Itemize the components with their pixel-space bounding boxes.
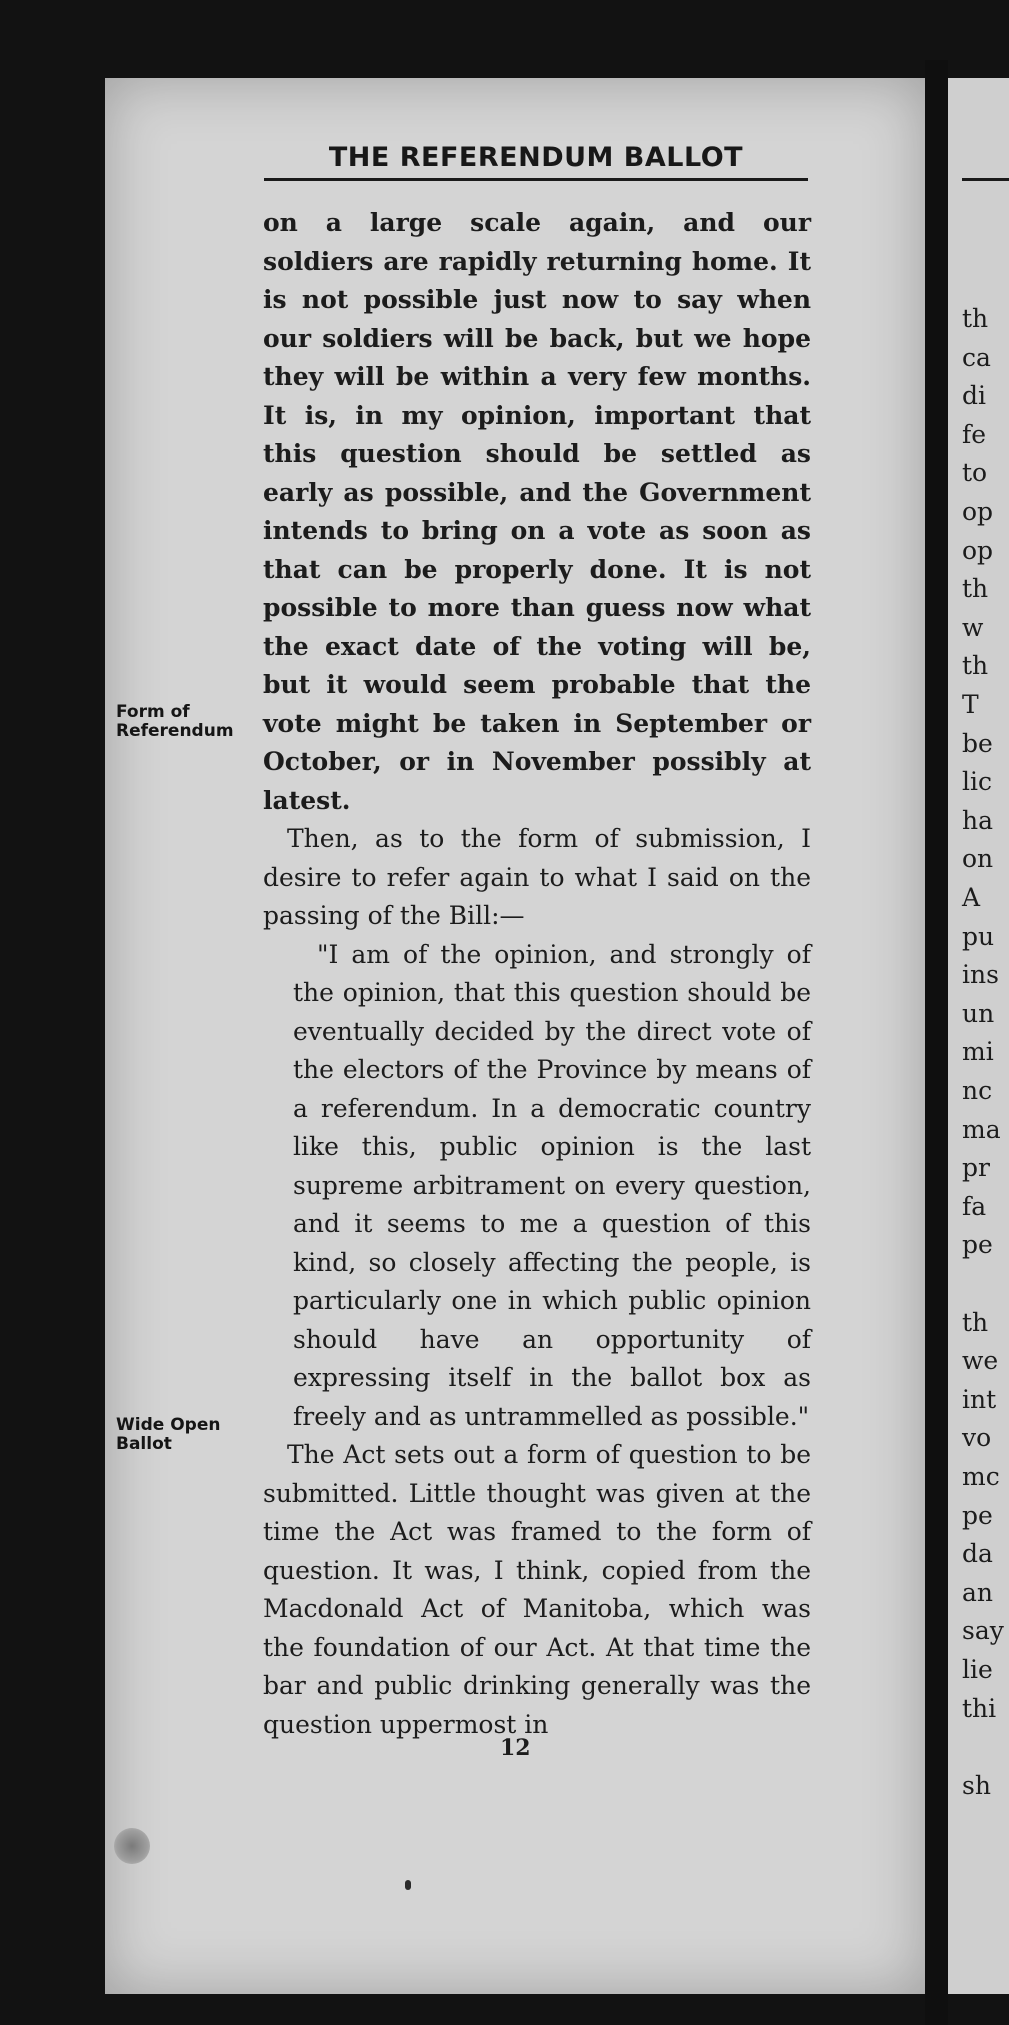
paragraph-4: The Act sets out a form of question to be submitted. Little thought was given at the time the Act was framed to the form of question. It was, I think, copied from the Macdonald Act of Manitoba, which was the foundation of our Act. At that time the bar and public drinking generally was the question uppermost in [263,1440,811,1739]
facing-page-fragment: un [962,998,995,1028]
ink-dot [405,1880,411,1890]
facing-page-fragment: th [962,651,989,681]
running-header: THE REFERENDUM BALLOT [328,142,744,173]
facing-page-fragment: to [962,458,988,488]
side-note-line: Form of [116,702,190,722]
facing-page-fragment: th [962,304,989,333]
facing-page-fragment: ca [962,342,991,372]
facing-page-fragment: on [962,844,994,874]
facing-page-fragment: mi [962,1037,994,1067]
book-gutter [925,60,948,2025]
side-note-line: Wide Open [116,1415,221,1435]
facing-page-fragment: op [962,497,994,526]
facing-page-fragment: int [962,1384,997,1414]
facing-page-fragment: pr [962,1153,990,1183]
side-note-line: Referendum [116,721,234,741]
facing-page-fragment: op [962,535,994,565]
side-note-form-of-referendum [116,703,266,741]
ink-blot [114,1828,150,1864]
facing-page-fragment: w [962,612,984,642]
side-note-line: Ballot [116,1434,172,1454]
facing-page-fragment: th [962,574,989,604]
facing-page-fragment: lic [962,767,992,797]
facing-page-fragment: vo [962,1423,992,1453]
facing-page-fragment: A [962,883,981,912]
quoted-paragraph: "I am of the opinion, and strongly of the opinion, that this question should be eventually decided by the direct vote of the electors of the Province by means of a referendum. In a democratic country like this, public opinion is the last supreme arbitrament on every question, and it seems to me a question of this kind, so closely affecting the people, is particularly one in which public opinion should have an opportunity of expressing itself in the ballot box as freely and as untrammelled as possible." [293,939,811,1431]
header-rule [264,178,808,181]
facing-page-fragment: pe [962,1500,993,1530]
facing-page-fragment: ma [962,1114,1001,1144]
page-number: 12 [500,1735,531,1761]
facing-page-fragment: pu [962,921,995,951]
paragraph-1: on a large scale again, and our soldiers are rapidly returning home. It is not possible just now to say when our soldiers will be back, but we hope they will be within a very few months. It is, in my opinion, important that this question should be settled as early as possible, and the Government intends to bring on a vote as soon as that can be properly done. It is not possible to more than guess now what the exact date of the voting will be, but it would seem probable that the vote might be taken in September or October, or in November possibly at latest. [263,208,811,815]
facing-page-fragment: ha [962,805,994,835]
facing-page-fragment: nc [962,1076,993,1105]
side-note-wide-open-ballot [116,1416,266,1454]
paragraph-2: Then, as to the form of submission, I desire to refer again to what I said on the passing of the Bill:— [263,824,811,930]
facing-page-fragment: th [962,1307,989,1337]
facing-page-fragment: sh [962,1770,991,1800]
facing-page-fragment: T [962,690,979,719]
facing-page-fragment: pe [962,1230,993,1260]
facing-page-fragment: lie [962,1655,993,1684]
facing-page-header-rule [962,178,1009,181]
facing-page-fragment: di [962,381,986,411]
facing-page-fragment: fa [962,1191,987,1221]
facing-page-fragment: ins [962,960,999,990]
facing-page-fragment: we [962,1346,999,1376]
facing-page-fragment: an [962,1577,994,1607]
facing-page-fragment: be [962,728,993,758]
facing-page-fragment: thi [962,1693,997,1723]
facing-page-fragment: mc [962,1462,1000,1491]
facing-page-fragment: say [962,1616,1004,1646]
body-text [263,204,811,1744]
facing-page-fragment: fe [962,419,987,449]
facing-page-fragment: da [962,1539,993,1569]
